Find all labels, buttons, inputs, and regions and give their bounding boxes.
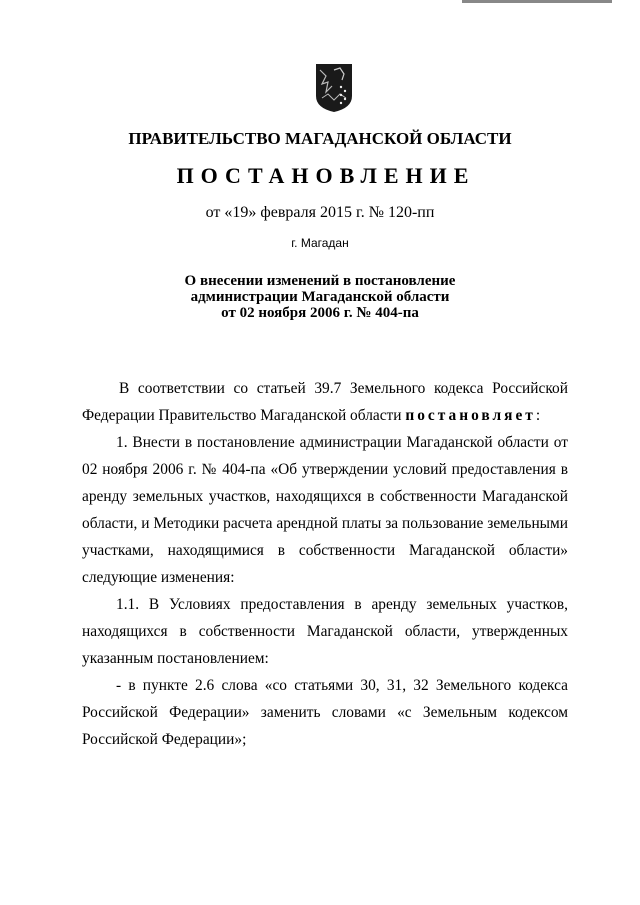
subitem-paragraph: 1.1. В Условиях предоставления в аренду земельных участков, находящихся в собственности Магаданской области, утвержденных указанным постановлением: (82, 596, 568, 667)
scan-edge-line (462, 0, 612, 3)
government-title: ПРАВИТЕЛЬСТВО МАГАДАНСКОЙ ОБЛАСТИ (128, 129, 512, 148)
coat-of-arms-icon (314, 62, 354, 114)
subject-line: администрации Магаданской области (190, 289, 450, 305)
decree-subject (0, 273, 640, 321)
subject-line: О внесении изменений в постановление (184, 273, 456, 289)
preamble-paragraph (82, 375, 568, 429)
decree-verb: постановляет (405, 407, 536, 424)
subject-line: от 02 ноября 2006 г. № 404-па (221, 305, 419, 321)
document-type: ПОСТАНОВЛЕНИЕ (176, 163, 476, 188)
decree-date-number: от «19» февраля 2015 г. № 120-пп (205, 204, 435, 221)
amendment-paragraph: - в пункте 2.6 слова «со статьями 30, 31, 32 Земельного кодекса Российской Федерации» заменить словами «с Земельным кодексом Российской Федерации»; (82, 677, 568, 748)
preamble-text: В соответствии со статьей 39.7 Земельного кодекса Российской Федерации Правительство Магаданской области (82, 380, 568, 424)
city-name: г. Магадан (291, 236, 349, 250)
preamble-end: : (535, 407, 541, 424)
decree-body (82, 375, 568, 753)
item-paragraph: 1. Внести в постановление администрации Магаданской области от 02 ноября 2006 г. № 404-па «Об утверждении условий предоставления в аренду земельных участков, находящихся в собственности Магаданской области, и Методики расчета арендной платы за пользование земельными участками, находящимися в собственности Магаданской области» следующие изменения: (82, 434, 568, 586)
